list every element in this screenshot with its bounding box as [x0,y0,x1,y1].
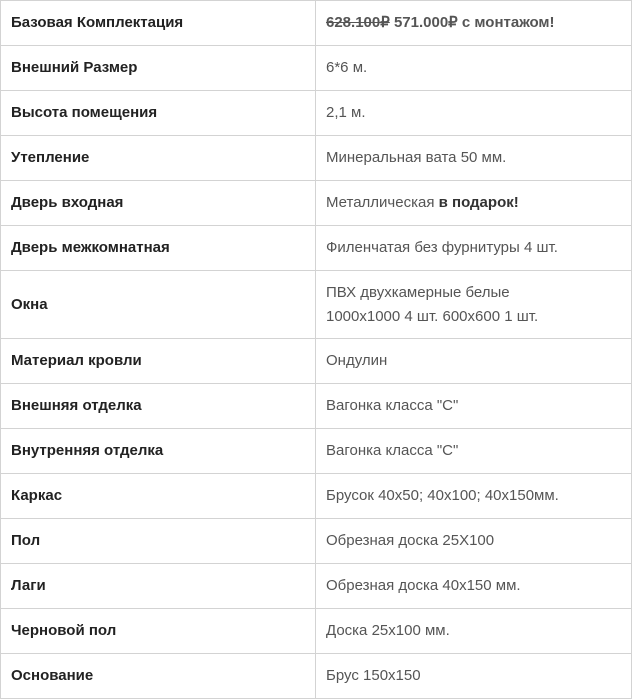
row-label: Материал кровли [1,339,316,384]
row-value-line: 1000х1000 4 шт. 600х600 1 шт. [326,307,539,325]
table-row [1,384,632,429]
table-row [1,564,632,609]
row-value-cell [316,181,632,226]
table-row [1,609,632,654]
row-value: Брус 150х150 [316,654,632,699]
table-row [1,181,632,226]
row-value: Минеральная вата 50 мм. [316,136,632,181]
row-value: Вагонка класса "С" [316,384,632,429]
row-label: Черновой пол [1,609,316,654]
row-value: Обрезная доска 40х150 мм. [316,564,632,609]
row-value: Ондулин [316,339,632,384]
table-row [1,226,632,271]
table-row [1,91,632,136]
row-value: Обрезная доска 25Х100 [316,519,632,564]
price-cell [316,1,632,46]
table-row [1,429,632,474]
row-label: Внутренняя отделка [1,429,316,474]
row-value: Филенчатая без фурнитуры 4 шт. [316,226,632,271]
row-label: Окна [1,271,316,339]
row-value-cell [316,271,632,339]
row-label: Дверь межкомнатная [1,226,316,271]
row-label: Пол [1,519,316,564]
table-row [1,474,632,519]
row-value: Брусок 40х50; 40х100; 40х150мм. [316,474,632,519]
row-label: Высота помещения [1,91,316,136]
row-label: Дверь входная [1,181,316,226]
row-label: Каркас [1,474,316,519]
row-label: Внешний Размер [1,46,316,91]
table-row [1,136,632,181]
old-price: 628.100₽ [326,14,390,31]
row-value: Вагонка класса "С" [316,429,632,474]
row-value: 6*6 м. [316,46,632,91]
table-row [1,339,632,384]
row-label: Лаги [1,564,316,609]
row-label: Основание [1,654,316,699]
row-value: Доска 25х100 мм. [316,609,632,654]
row-label: Утепление [1,136,316,181]
table-row [1,1,632,46]
table-row [1,46,632,91]
gift-note: в подарок! [438,194,519,211]
table-row [1,519,632,564]
table-row [1,271,632,339]
row-label: Внешняя отделка [1,384,316,429]
new-price: 571.000₽ с монтажом! [393,14,555,31]
row-value-line: ПВХ двухкамерные белые [326,283,510,301]
row-label: Базовая Комплектация [1,1,316,46]
row-value: Металлическая [326,194,435,211]
row-value: 2,1 м. [316,91,632,136]
